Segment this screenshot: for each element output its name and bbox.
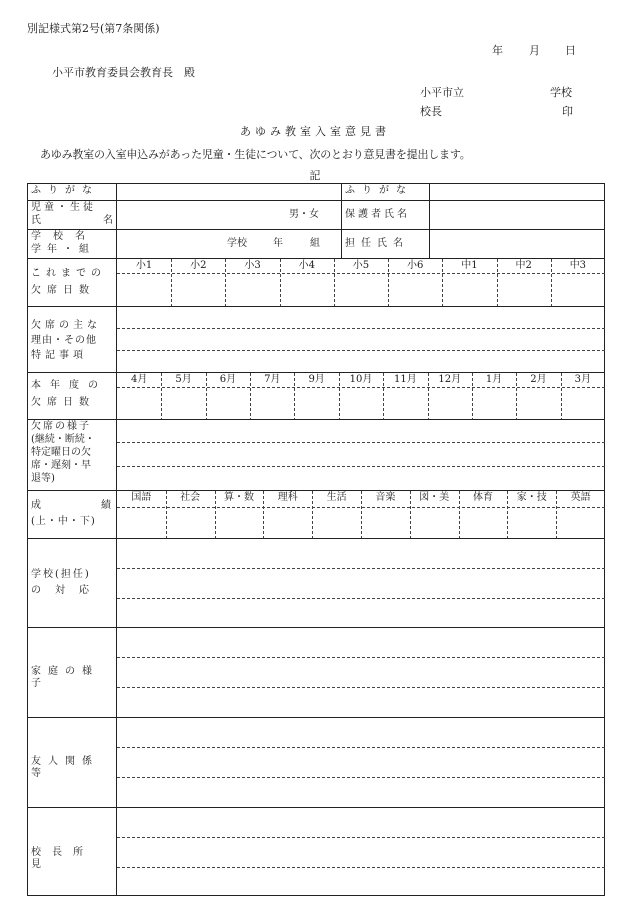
grades-label-1 [31, 500, 113, 512]
absence-state-line-4: 席・遅刻・早 [31, 460, 91, 471]
this-year-header: 9月 [308, 374, 325, 385]
subject-value-cell[interactable] [459, 508, 508, 538]
absence-state-line-2: (継続・断続・ [31, 434, 95, 445]
past-absence-value-cell[interactable] [497, 274, 551, 306]
subject-header: 理科 [277, 492, 298, 503]
this-year-value-cell[interactable] [472, 388, 516, 419]
past-absence-header: 小6 [407, 260, 424, 271]
home-field[interactable] [117, 628, 605, 717]
subject-header: 生活 [326, 492, 347, 503]
this-year-header: 6月 [219, 374, 237, 385]
past-absence-value-cell[interactable] [334, 274, 388, 306]
grades-label-1-spread [31, 500, 111, 512]
guardian-name-label: 保護者氏名 [345, 209, 410, 220]
addressee: 小平市教育委員会教育長 殿 [52, 66, 195, 79]
this-year-value-cell[interactable] [516, 388, 560, 419]
subject-value-cell[interactable] [410, 508, 459, 538]
subject-value-cell[interactable] [312, 508, 361, 538]
school-suffix: 学校 [550, 86, 572, 99]
this-year-value-cell[interactable] [161, 388, 205, 419]
intro-text: あゆみ教室の入室申込みがあった児童・生徒について、次のとおり意見書を提出します。 [40, 148, 471, 161]
date-day-label: 日 [565, 44, 576, 57]
this-year-header: 12月 [438, 374, 462, 385]
gender-choice[interactable]: 男・女 [289, 209, 319, 220]
subject-value-cell[interactable] [117, 508, 166, 538]
guardian-name-field[interactable] [430, 201, 605, 229]
subject-header: 体育 [472, 492, 493, 503]
this-year-value-cell[interactable] [339, 388, 383, 419]
absence-state-field[interactable] [117, 420, 605, 490]
past-absence-header: 中2 [515, 260, 532, 271]
child-name-label-2b: 名 [103, 215, 113, 226]
form-table [27, 183, 605, 896]
subject-header: 算・数 [223, 492, 254, 503]
principal-opinion-label: 校長所見 [31, 847, 94, 870]
form-number: 別記様式第2号(第7条関係) [27, 22, 160, 35]
subject-value-cell[interactable] [166, 508, 215, 538]
this-year-header: 1月 [485, 374, 503, 385]
school-prefix: 小平市立 [420, 86, 464, 99]
guardian-furigana-field[interactable] [430, 183, 605, 200]
past-absence-header: 中1 [461, 260, 478, 271]
friends-label: 友人関係等 [31, 756, 99, 779]
furigana-label [31, 185, 113, 197]
past-absence-label-1: これまでの [31, 268, 106, 279]
guardian-furigana-label: ふりがな [345, 185, 413, 196]
principal-label: 校長 [420, 105, 442, 118]
subject-value-cell[interactable] [263, 508, 312, 538]
past-absence-value-cell[interactable] [171, 274, 225, 306]
child-name-label-2 [31, 215, 113, 227]
absence-state-line-3: 特定曜日の欠 [31, 447, 91, 458]
absence-reason-label-2: 理由・その他 [31, 335, 97, 346]
subject-header: 音楽 [375, 492, 396, 503]
past-absence-header: 小3 [244, 260, 261, 271]
document-title: あゆみ教室入室意見書 [240, 125, 390, 138]
this-year-header: 11月 [393, 374, 417, 385]
grade-class-label: 学年・組 [31, 244, 95, 255]
furigana-field[interactable] [117, 183, 341, 200]
furigana-text: ふりがな [31, 185, 99, 196]
this-year-label-1: 本年度の [31, 380, 107, 391]
past-absence-header: 小4 [298, 260, 315, 271]
child-name-label-1: 児童・生徒 [31, 202, 96, 213]
home-label: 家庭の様子 [31, 666, 99, 689]
subject-header: 英語 [570, 492, 591, 503]
absence-state-line-5: 退等) [31, 473, 55, 484]
principal-opinion-field[interactable] [117, 808, 605, 896]
child-name-label-2a: 氏 [31, 215, 41, 226]
subject-header: 社会 [180, 492, 201, 503]
subject-header: 図・美 [419, 492, 450, 503]
past-absence-header: 小5 [352, 260, 370, 271]
this-year-value-cell[interactable] [250, 388, 294, 419]
absence-reason-label-3: 特記事項 [31, 350, 87, 361]
school-response-label-2: の対応 [31, 585, 103, 596]
this-year-header: 3月 [574, 374, 591, 385]
this-year-value-cell[interactable] [383, 388, 427, 419]
this-year-value-cell[interactable] [428, 388, 472, 419]
this-year-header: 2月 [530, 374, 547, 385]
this-year-label-2: 欠席日数 [31, 397, 95, 408]
past-absence-header: 小2 [190, 260, 207, 271]
date-month-label: 月 [529, 44, 540, 57]
absence-reason-field[interactable] [117, 307, 605, 372]
school-response-label-1: 学校(担任) [31, 569, 91, 580]
past-absence-header: 中3 [569, 260, 587, 271]
this-year-header: 5月 [175, 374, 192, 385]
past-absence-value-cell[interactable] [225, 274, 279, 306]
teacher-name-field[interactable] [430, 230, 605, 258]
absence-state-line-1: 欠席の様子 [31, 421, 91, 432]
this-year-value-cell[interactable] [294, 388, 338, 419]
school-response-field[interactable] [117, 539, 605, 627]
past-absence-value-cell[interactable] [388, 274, 442, 306]
past-absence-value-cell[interactable] [442, 274, 496, 306]
past-absence-value-cell[interactable] [551, 274, 605, 306]
school-unit: 学校 [227, 238, 247, 249]
subject-header: 家・技 [516, 492, 547, 503]
friends-field[interactable] [117, 718, 605, 807]
ki-label: 記 [309, 169, 321, 182]
this-year-value-cell[interactable] [117, 388, 161, 419]
grades-label-2: (上・中・下) [31, 516, 96, 527]
this-year-header: 7月 [264, 374, 281, 385]
this-year-header: 10月 [349, 374, 373, 385]
this-year-header: 4月 [130, 374, 148, 385]
subject-value-cell[interactable] [215, 508, 264, 538]
subject-value-cell[interactable] [361, 508, 410, 538]
teacher-name-label: 担任氏名 [345, 238, 409, 249]
this-year-value-cell[interactable] [561, 388, 605, 419]
date-year-label: 年 [492, 44, 503, 57]
year-unit: 年 [273, 238, 283, 249]
subject-value-cell[interactable] [556, 508, 605, 538]
grades-char-2: 績 [101, 500, 111, 511]
past-absence-label-2: 欠席日数 [31, 285, 95, 296]
subject-header: 国語 [131, 492, 152, 503]
absence-reason-label-1: 欠席の主な [31, 320, 101, 331]
this-year-value-cell[interactable] [206, 388, 250, 419]
past-absence-header: 小1 [135, 260, 153, 271]
past-absence-value-cell[interactable] [280, 274, 334, 306]
past-absence-value-cell[interactable] [117, 274, 171, 306]
seal-label: 印 [562, 105, 573, 118]
school-name-label: 学校名 [31, 231, 97, 242]
class-unit: 組 [310, 238, 320, 249]
grades-char-1: 成 [31, 500, 41, 511]
subject-value-cell[interactable] [507, 508, 556, 538]
